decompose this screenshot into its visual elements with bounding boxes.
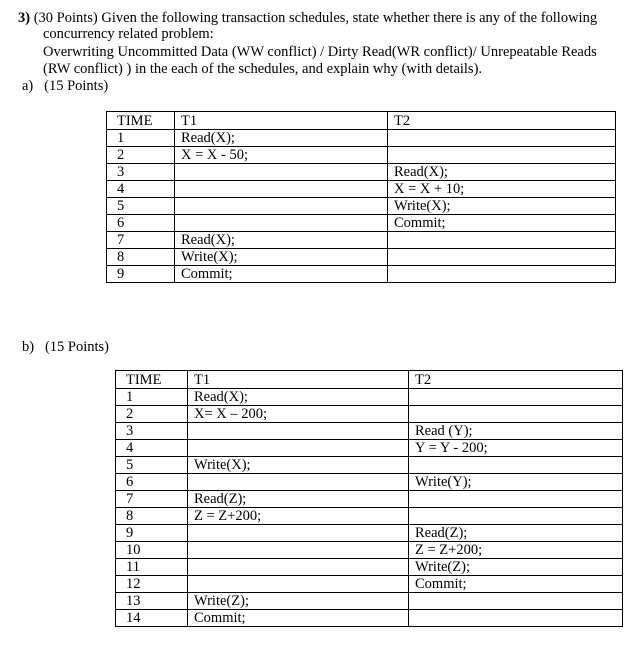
t2-cell: [409, 508, 623, 525]
t1-cell: [188, 491, 409, 508]
table-row: [107, 232, 616, 249]
t2-operation: Y = Y - 200;: [415, 440, 488, 456]
t2-cell: [388, 215, 616, 232]
time-cell: 1: [107, 130, 175, 147]
t1-cell: [188, 440, 409, 457]
part-b-points: (15 Points): [44, 339, 110, 355]
t1-operation: Commit;: [194, 610, 246, 626]
part-b-label: b): [22, 339, 35, 355]
t2-cell: [409, 542, 623, 559]
table-row: [107, 215, 616, 232]
time-cell: 9: [116, 525, 188, 542]
t2-cell: [388, 232, 616, 249]
column-header-time: TIME: [116, 371, 188, 389]
t1-operation: Read(X);: [181, 232, 235, 248]
time-cell: 5: [107, 198, 175, 215]
t2-cell: [409, 423, 623, 440]
t2-operation: Z = Z+200;: [415, 542, 483, 558]
question-line-2: concurrency related problem:: [43, 26, 214, 42]
time-cell: 13: [116, 593, 188, 610]
table-row: [116, 525, 623, 542]
t1-cell: [175, 147, 388, 164]
time-cell: 6: [116, 474, 188, 491]
t1-operation: Write(X);: [194, 457, 251, 473]
time-cell: 4: [116, 440, 188, 457]
column-header-t2: T2: [409, 371, 623, 389]
table-row: [107, 198, 616, 215]
t2-cell: [388, 198, 616, 215]
t1-cell: [175, 164, 388, 181]
t1-operation: Write(Z);: [194, 593, 249, 609]
time-cell: 6: [107, 215, 175, 232]
part-a-heading: [22, 78, 108, 94]
t1-cell: [188, 474, 409, 491]
t2-cell: [409, 389, 623, 406]
time-cell: 9: [107, 266, 175, 283]
time-cell: 3: [107, 164, 175, 181]
table-row: [116, 474, 623, 491]
t1-operation: Read(X);: [181, 130, 235, 146]
table-row: [116, 491, 623, 508]
t2-operation: X = X + 10;: [394, 181, 465, 197]
question-line-3: Overwriting Uncommitted Data (WW conflict) / Dirty Read(WR conflict)/ Unrepeatable Reads: [43, 44, 597, 60]
question-number: 3): [18, 10, 31, 26]
t2-cell: [409, 610, 623, 627]
time-cell: 11: [116, 559, 188, 576]
time-cell: 7: [107, 232, 175, 249]
table-row: [116, 576, 623, 593]
t2-cell: [409, 559, 623, 576]
table-row: [116, 389, 623, 406]
t2-cell: [409, 491, 623, 508]
time-cell: 4: [107, 181, 175, 198]
column-header-time: TIME: [107, 112, 175, 130]
table-row: [107, 147, 616, 164]
part-a-points: (15 Points): [44, 78, 109, 94]
question-header: [18, 10, 597, 26]
t2-cell: [388, 164, 616, 181]
table-header-row: [116, 371, 623, 389]
t1-cell: [175, 266, 388, 283]
t1-operation: X = X - 50;: [181, 147, 248, 163]
t2-cell: [409, 457, 623, 474]
t1-operation: X= X – 200;: [194, 406, 268, 422]
t2-cell: [409, 525, 623, 542]
table-row: [116, 559, 623, 576]
table-row: [116, 593, 623, 610]
time-cell: 10: [116, 542, 188, 559]
part-a-label: a): [22, 78, 34, 94]
table-row: [116, 457, 623, 474]
t2-cell: [388, 266, 616, 283]
t1-cell: [175, 249, 388, 266]
t2-cell: [409, 406, 623, 423]
time-cell: 5: [116, 457, 188, 474]
question-line-1: (30 Points) Given the following transaction schedules, state whether there is any of the following: [33, 10, 598, 26]
time-cell: 7: [116, 491, 188, 508]
t2-operation: Write(Z);: [415, 559, 470, 575]
table-row: [116, 610, 623, 627]
t1-operation: Read(Z);: [194, 491, 247, 507]
table-row: [116, 542, 623, 559]
table-row: [116, 423, 623, 440]
table-row: [116, 508, 623, 525]
t1-cell: [188, 593, 409, 610]
t1-cell: [188, 559, 409, 576]
t2-operation: Commit;: [394, 215, 446, 231]
table-row: [116, 406, 623, 423]
time-cell: 2: [116, 406, 188, 423]
t1-cell: [188, 542, 409, 559]
t2-cell: [388, 147, 616, 164]
time-cell: 8: [107, 249, 175, 266]
t2-operation: Write(X);: [394, 198, 451, 214]
t2-cell: [388, 181, 616, 198]
t1-operation: Commit;: [181, 266, 233, 282]
table-row: [107, 181, 616, 198]
table-row: [116, 440, 623, 457]
t1-cell: [188, 389, 409, 406]
t2-operation: Commit;: [415, 576, 467, 592]
part-b-heading: [22, 339, 109, 355]
t1-cell: [188, 576, 409, 593]
t2-cell: [388, 130, 616, 147]
t1-cell: [175, 198, 388, 215]
t1-operation: Read(X);: [194, 389, 248, 405]
t1-cell: [188, 457, 409, 474]
t1-cell: [188, 406, 409, 423]
schedule-table-b: [115, 370, 623, 627]
t1-cell: [188, 525, 409, 542]
schedule-table-a: [106, 111, 616, 283]
t2-operation: Read(Z);: [415, 525, 468, 541]
t2-cell: [409, 593, 623, 610]
t2-operation: Read (Y);: [415, 423, 473, 439]
t2-operation: Read(X);: [394, 164, 448, 180]
t1-operation: Write(X);: [181, 249, 238, 265]
table-row: [107, 164, 616, 181]
t2-cell: [409, 576, 623, 593]
t1-cell: [175, 232, 388, 249]
t1-operation: Z = Z+200;: [194, 508, 262, 524]
table-row: [107, 249, 616, 266]
time-cell: 12: [116, 576, 188, 593]
t1-cell: [188, 423, 409, 440]
time-cell: 1: [116, 389, 188, 406]
t2-cell: [388, 249, 616, 266]
time-cell: 14: [116, 610, 188, 627]
column-header-t1: T1: [175, 112, 388, 130]
time-cell: 2: [107, 147, 175, 164]
t1-cell: [175, 215, 388, 232]
t2-cell: [409, 474, 623, 491]
t2-operation: Write(Y);: [415, 474, 472, 490]
column-header-t2: T2: [388, 112, 616, 130]
t1-cell: [188, 610, 409, 627]
table-row: [107, 266, 616, 283]
t1-cell: [175, 181, 388, 198]
t1-cell: [175, 130, 388, 147]
t1-cell: [188, 508, 409, 525]
time-cell: 3: [116, 423, 188, 440]
t2-cell: [409, 440, 623, 457]
question-line-4: (RW conflict) ) in the each of the schedules, and explain why (with details).: [43, 61, 483, 77]
table-header-row: [107, 112, 616, 130]
time-cell: 8: [116, 508, 188, 525]
column-header-t1: T1: [188, 371, 409, 389]
table-row: [107, 130, 616, 147]
